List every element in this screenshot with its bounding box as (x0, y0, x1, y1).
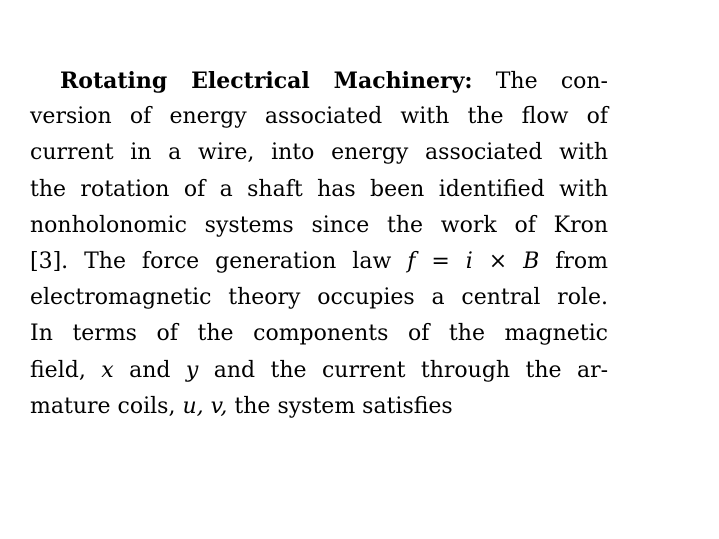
line-6-text-b: from (555, 248, 609, 274)
line-7: electromagnetic theory occupies a central role. (30, 285, 608, 311)
force-law-math: f = i × B (407, 248, 540, 274)
line-9 (30, 353, 608, 389)
paragraph (30, 63, 608, 425)
line-1 (30, 63, 608, 99)
line-10-text-a: mature coils, (30, 393, 176, 419)
math-y: y (185, 357, 199, 383)
line-2: version of energy associated with the flow of (30, 104, 608, 130)
line-6 (30, 244, 608, 280)
line-9-text-c: and the current through the ar- (213, 357, 609, 383)
line-9-text-a: field, (30, 357, 86, 383)
line-1-text: The con- (495, 69, 608, 94)
line-3: current in a wire, into energy associated with (30, 140, 608, 166)
line-5: nonholonomic systems since the work of Kron (30, 212, 608, 238)
line-8: In terms of the components of the magnetic (30, 321, 608, 347)
line-9-text-b: and (129, 357, 171, 383)
line-6-text-a: [3]. The force generation law (30, 248, 392, 274)
math-uv: u, v, (182, 393, 228, 419)
page (30, 63, 608, 425)
line-10 (30, 389, 608, 425)
line-10-text-b: the system satisfies (234, 393, 453, 419)
line-4: the rotation of a shaft has been identified with (30, 176, 608, 202)
paragraph-heading: Rotating Electrical Machinery: (60, 68, 473, 94)
math-x: x (101, 357, 114, 383)
